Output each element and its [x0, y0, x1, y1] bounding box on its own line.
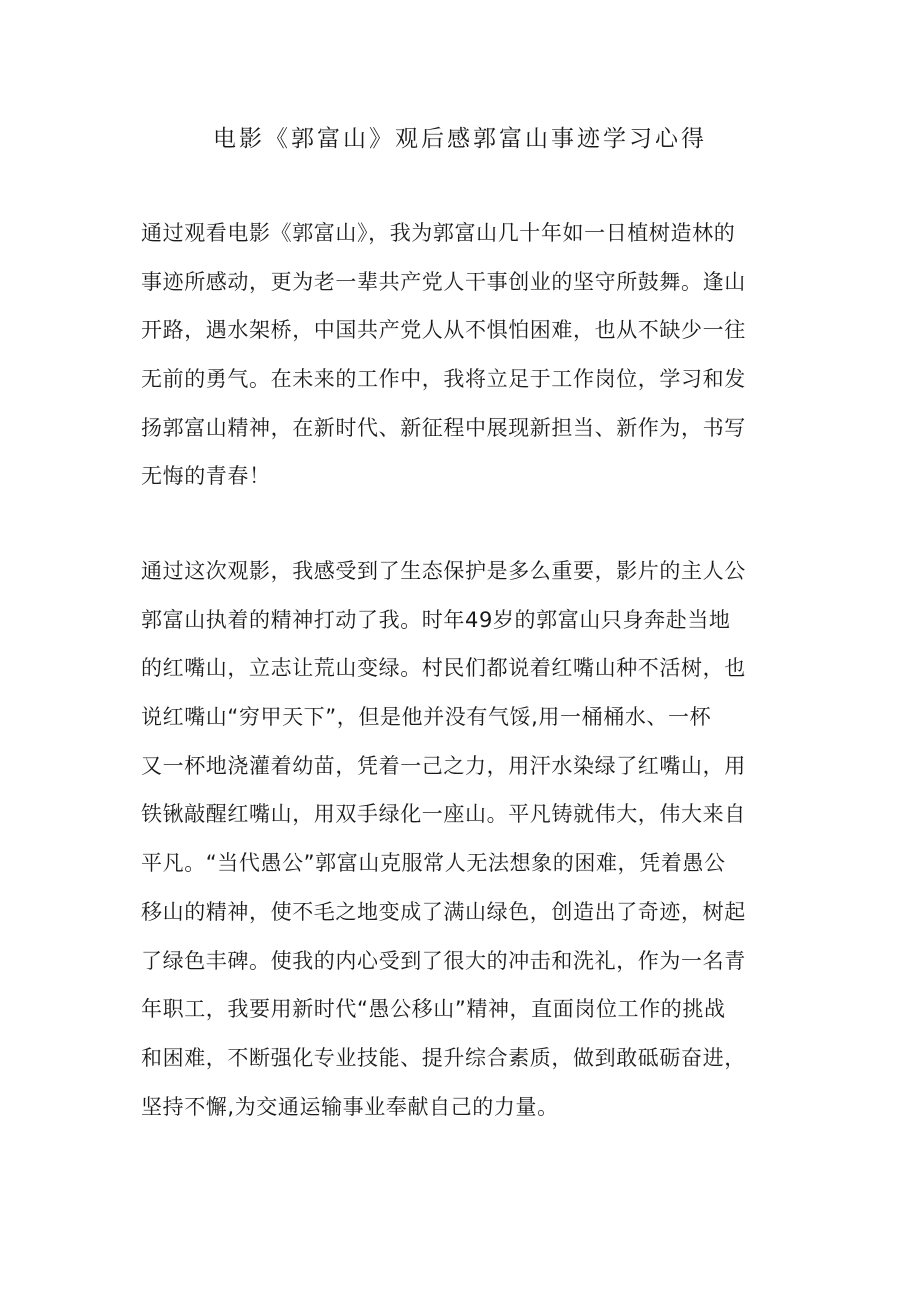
paragraph-line: 说红嘴山“穷甲天下”，但是他并没有气馁,用一桶桶水、一杯 — [141, 705, 712, 730]
paragraph-line: 无悔的青春！ — [141, 464, 271, 489]
paragraph-line: 和困难，不断强化专业技能、提升综合素质，做到敢砥砺奋进， — [141, 1045, 746, 1070]
paragraph-line: 通过观看电影《郭富山》，我为郭富山几十年如一日植树造林的 — [141, 221, 736, 245]
paragraph-line: 的红嘴山，立志让荒山变绿。村民们都说着红嘴山种不活树，也 — [141, 656, 746, 681]
paragraph-line: 铁锹敲醒红嘴山，用双手绿化一座山。平凡铸就伟大，伟大来自 — [141, 802, 746, 827]
paragraph-line: 年职工，我要用新时代“愚公移山”精神，直面岗位工作的挑战 — [141, 997, 726, 1022]
paragraph-line: 通过这次观影，我感受到了生态保护是多么重要，影片的主人公 — [141, 559, 746, 583]
paragraph-line: 扬郭富山精神，在新时代、新征程中展现新担当、新作为，书写 — [141, 415, 746, 440]
paragraph-line: 郭富山执着的精神打动了我。时年49岁的郭富山只身奔赴当地 — [141, 607, 731, 632]
paragraph-line: 坚持不懈,为交通运输事业奉献自己的力量。 — [141, 1094, 559, 1119]
paragraph-line: 了绿色丰碑。使我的内心受到了很大的冲击和洗礼，作为一名青 — [141, 948, 746, 973]
paragraph-line: 移山的精神，使不毛之地变成了满山绿色，创造出了奇迹，树起 — [141, 899, 746, 924]
paragraph-line: 事迹所感动，更为老一辈共产党人干事创业的坚守所鼓舞。逢山 — [141, 269, 746, 294]
paragraph-line: 又一杯地浇灌着幼苗，凭着一己之力，用汗水染绿了红嘴山，用 — [141, 753, 746, 778]
document-title: 电影《郭富山》观后感郭富山事迹学习心得 — [213, 126, 707, 152]
paragraph-line: 平凡。“当代愚公”郭富山克服常人无法想象的困难，凭着愚公 — [141, 851, 726, 876]
paragraph-line: 开路，遇水架桥，中国共产党人从不惧怕困难，也从不缺少一往 — [141, 318, 746, 343]
paragraph-2 — [141, 547, 801, 1131]
paragraph-1 — [141, 209, 801, 501]
paragraph-line: 无前的勇气。在未来的工作中，我将立足于工作岗位，学习和发 — [141, 367, 746, 392]
